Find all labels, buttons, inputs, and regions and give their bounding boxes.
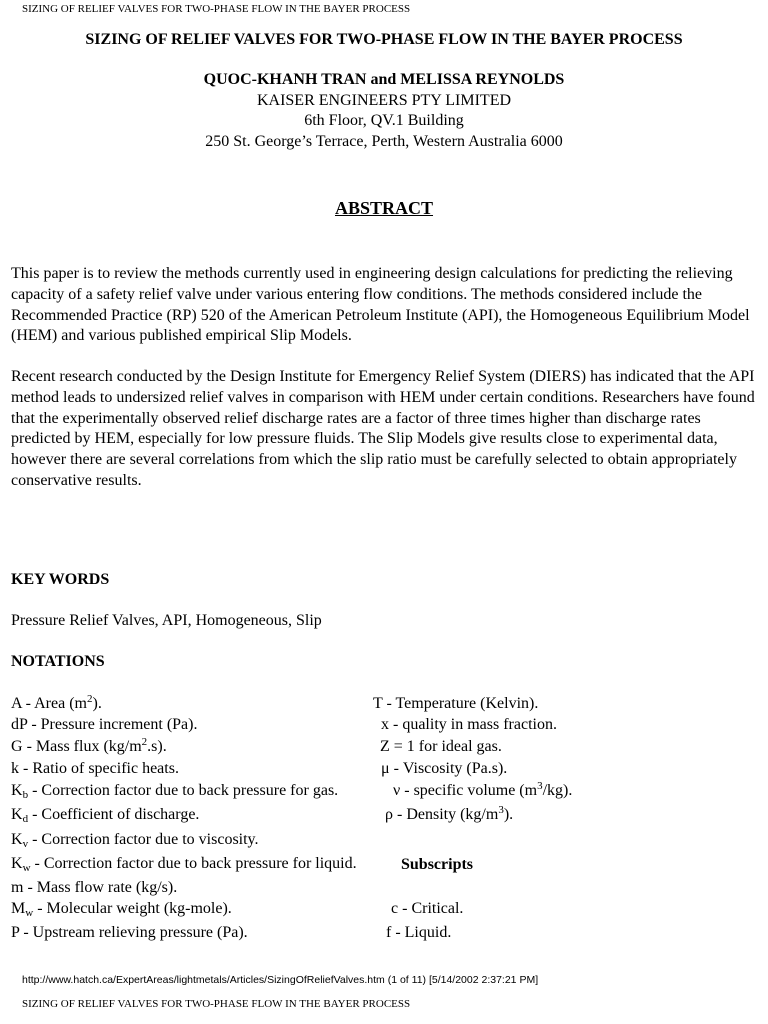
notations-heading: NOTATIONS — [11, 653, 105, 670]
notation-row: x - quality in mass fraction. — [381, 716, 557, 733]
running-header: SIZING OF RELIEF VALVES FOR TWO-PHASE FLOW IN THE BAYER PROCESS — [22, 3, 411, 15]
notation-row: T - Temperature (Kelvin). — [373, 695, 539, 712]
subscripts-heading: Subscripts — [401, 856, 474, 873]
running-header-next-page: SIZING OF RELIEF VALVES FOR TWO-PHASE FLOW IN THE BAYER PROCESS — [22, 998, 411, 1010]
subscript-row: f - Liquid. — [386, 924, 452, 941]
notation-row: $K_b$ - Correction factor due to back pressure for gas. — [11, 782, 339, 801]
keywords-text: Pressure Relief Valves, API, Homogeneous, Slip — [11, 612, 322, 629]
notation-row: μ - Viscosity (Pa.s). — [381, 760, 508, 777]
notation-row: $K_w$ - Correction factor due to back pressure for liquid. — [11, 855, 357, 874]
notation-row: ρ - Density $(kg/m^3)$. — [385, 804, 514, 823]
footer-url: http://www.hatch.ca/ExpertAreas/lightmetals/Articles/SizingOfReliefValves.htm (1 of 11) [5/14/2002 2:37:21 PM] — [22, 974, 539, 986]
notation-row: $M_w$ - Molecular weight (kg-mole). — [11, 900, 232, 919]
notation-row: m - Mass flow rate (kg/s). — [11, 879, 178, 896]
notation-row: ν - specific volume $(m^3/kg)$. — [393, 780, 573, 799]
notation-row: G - Mass flux $(kg/m^2.s)$. — [11, 736, 167, 755]
affiliation-company: KAISER ENGINEERS PTY LIMITED — [256, 92, 512, 109]
notation-row: $K_v$ - Correction factor due to viscosity. — [11, 831, 259, 850]
notation-row: k - Ratio of specific heats. — [11, 760, 179, 777]
paper-title: SIZING OF RELIEF VALVES FOR TWO-PHASE FLOW IN THE BAYER PROCESS — [85, 31, 683, 48]
notation-row: A - Area $(m^2)$. — [11, 693, 102, 712]
abstract-paragraph-1: This paper is to review the methods currently used in engineering design calculations for predicting the relieving capacity of a safety relief valve under various entering flow conditions. The methods considered include the Recommended Practice (RP) 520 of the American Petroleum Institute (API), the Homogeneous Equilibrium Model (HEM) and various published empirical Slip Models. — [11, 265, 750, 345]
notation-row: dP - Pressure increment (Pa). — [11, 716, 198, 733]
subscript-row: c - Critical. — [391, 900, 464, 917]
affiliation-address: 250 St. George’s Terrace, Perth, Western Australia 6000 — [205, 133, 563, 150]
authors: QUOC-KHANH TRAN and MELISSA REYNOLDS — [203, 71, 565, 88]
notation-row: Z = 1 for ideal gas. — [380, 738, 502, 755]
notation-row: P - Upstream relieving pressure (Pa). — [11, 924, 248, 941]
notation-row: $K_d$ - Coefficient of discharge. — [11, 806, 200, 825]
keywords-heading: KEY WORDS — [11, 571, 110, 588]
abstract-heading: ABSTRACT — [334, 198, 434, 218]
abstract-paragraph-2: Recent research conducted by the Design Institute for Emergency Relief System (DIERS) has indicated that the API method leads to undersized relief valves in comparison with HEM under certain conditions. Researchers have found that the experimentally observed relief discharge rates are a factor of three times higher than discharge rates predicted by HEM, especially for low pressure fluids. The Slip Models give results close to experimental data, however there are several correlations from which the slip ratio must be carefully selected to obtain appropriately conservative results. — [11, 368, 755, 489]
affiliation-floor: 6th Floor, QV.1 Building — [304, 112, 464, 129]
